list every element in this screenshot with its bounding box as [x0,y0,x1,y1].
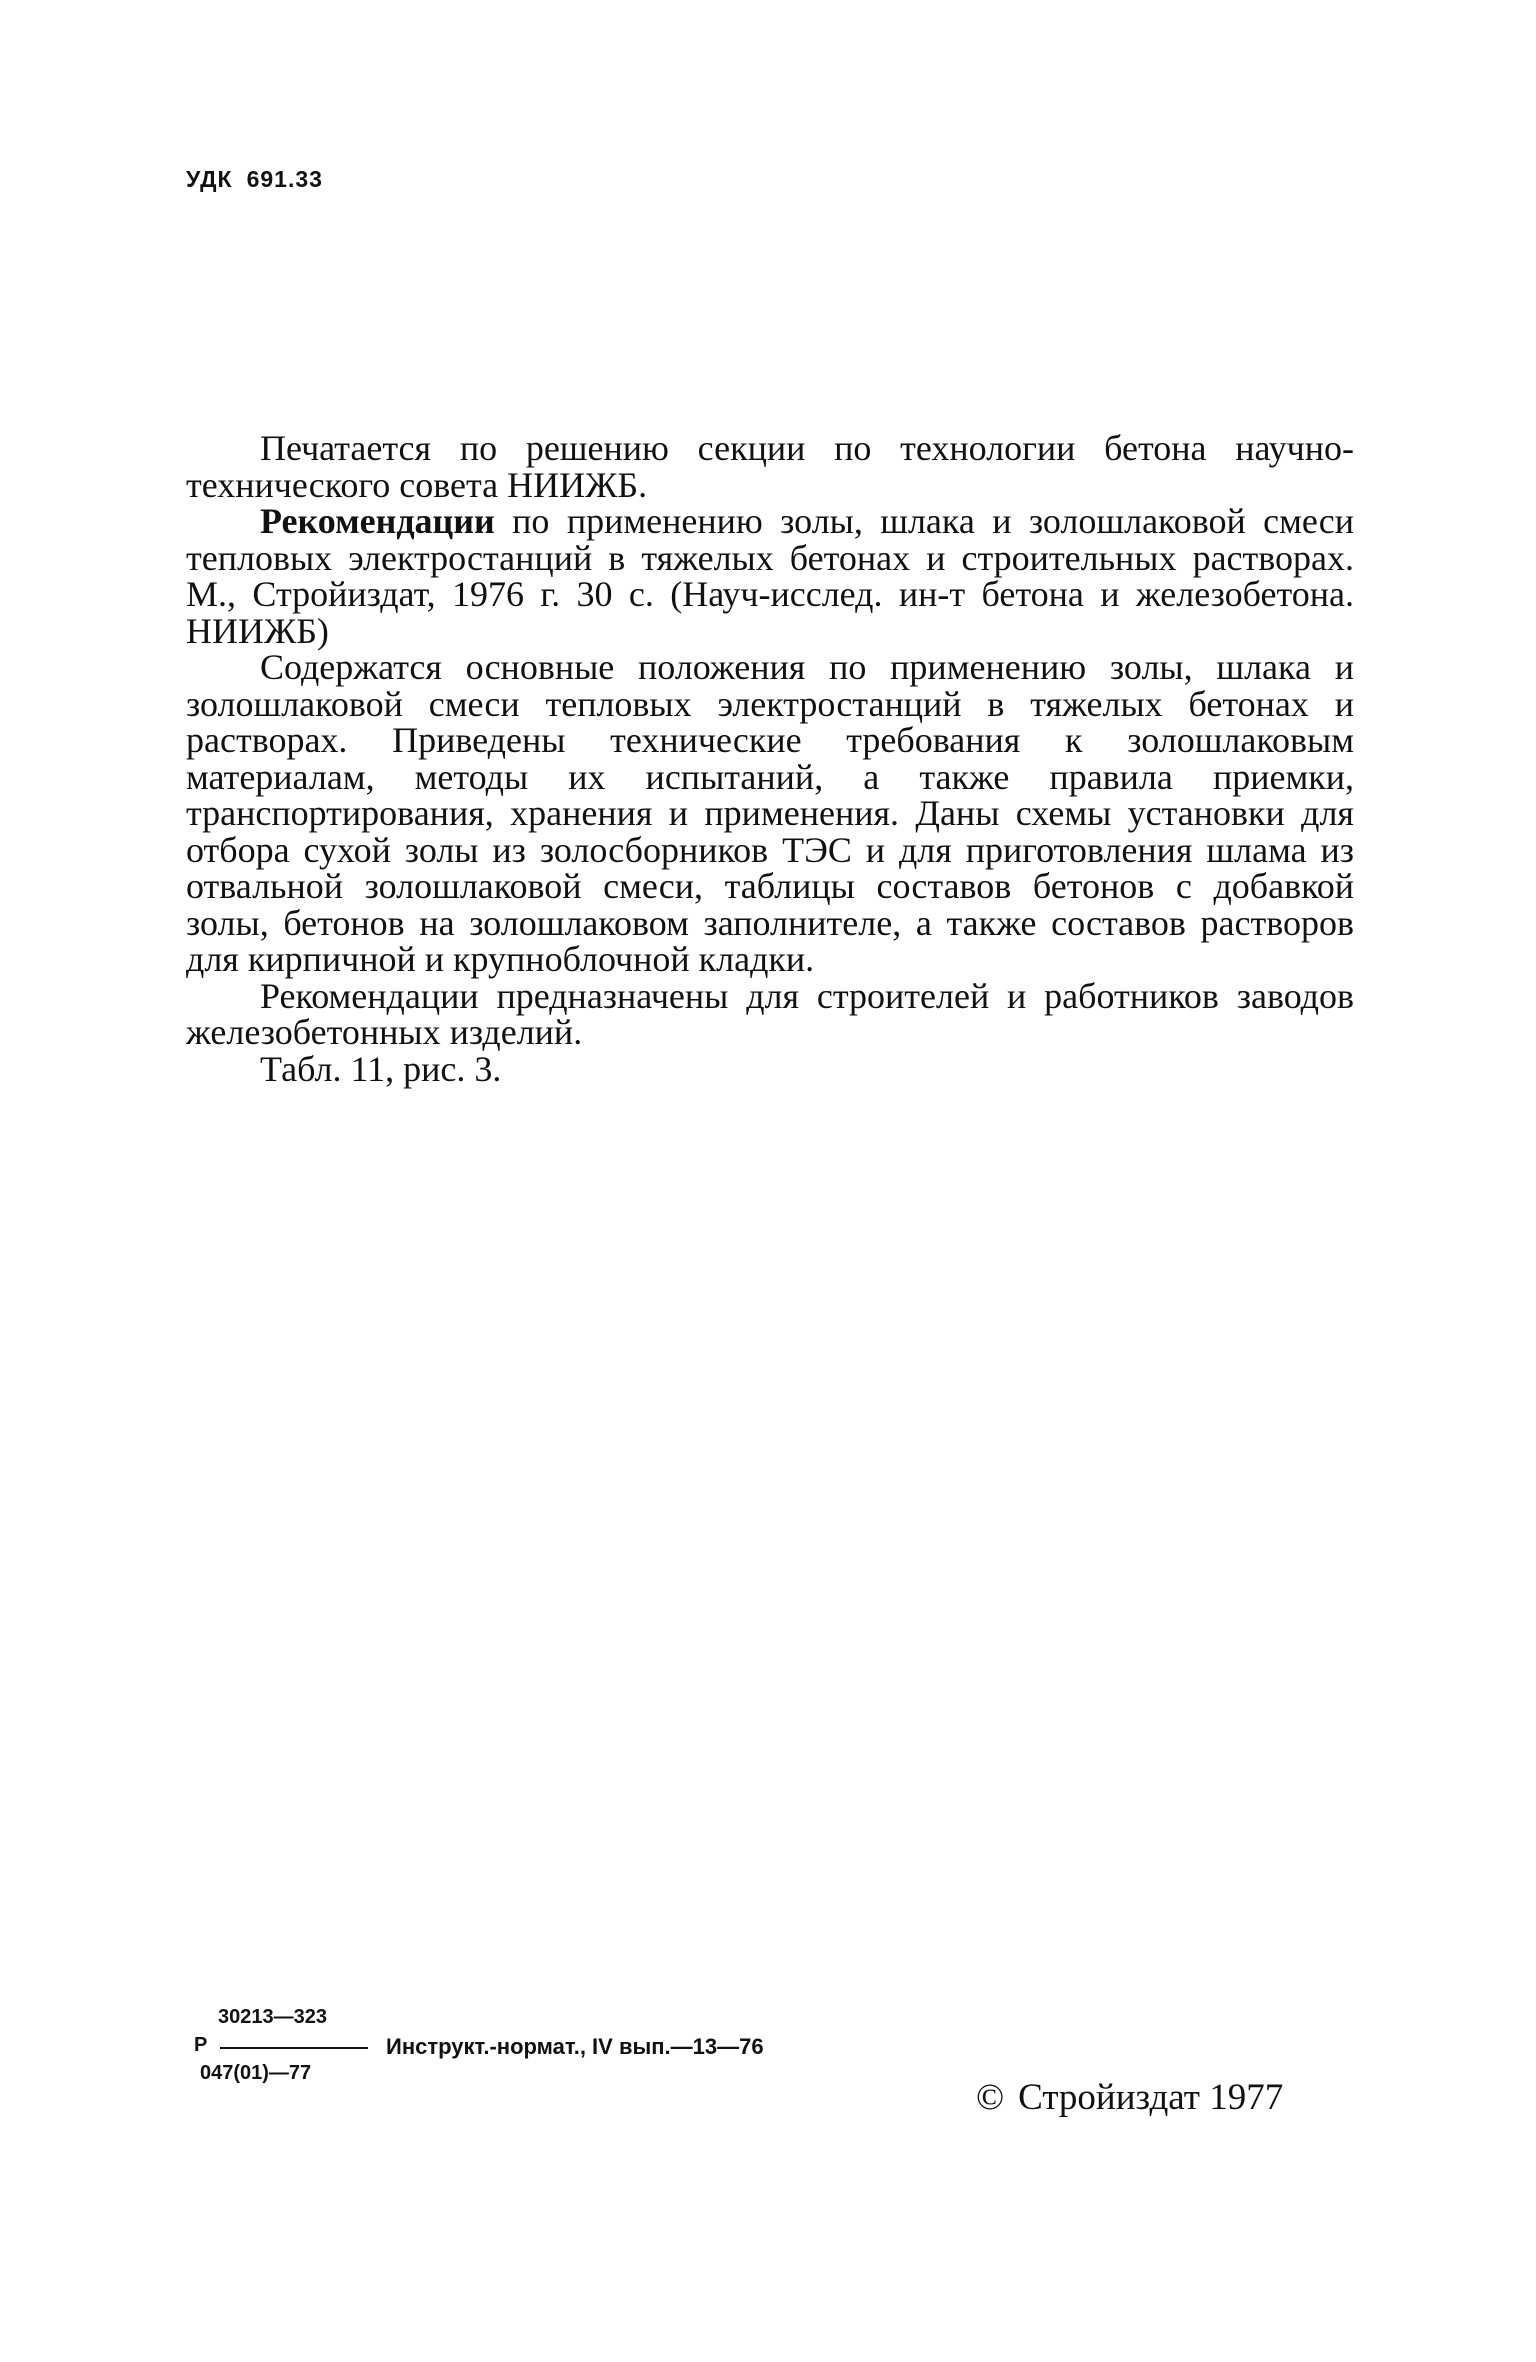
copyright-icon: © [976,2077,1005,2118]
bibliographic-reference [186,503,1354,649]
abstract-block [186,430,1354,1087]
audience-note: Рекомендации предназначены для строителей и работников заводов железобетонных изделий. [186,975,1354,1052]
abstract-summary: Содержатся основные положения по применению золы, шлака и золошлаковой смеси тепловых электростанций в тяжелых бетонах и растворах. Приведены технические требования к золошлаковым материалам, методы их испытаний, а также правила приемки, транспортирования, хранения и применения. Даны схемы установки для отбора сухой золы из золосборников ТЭС и для приготовления шлама из отвальной золошлаковой смеси, таблицы составов бетонов с добавкой золы, бетонов на золошлаковом заполнителе, а также составов растворов для кирпичной и крупноблочной кладки. [186,647,1354,979]
reference-title-bold: Рекомендации [260,501,495,541]
udk-code: 691.33 [246,166,323,192]
publication-note: Печатается по решению секции по технологии бетона научно-технического совета НИИЖБ. [186,428,1354,505]
copyright-text: Стройиздат 1977 [1018,2077,1284,2118]
udk-label: УДК [186,166,233,192]
bibliographic-index [194,2006,764,2092]
index-denominator: 047(01)—77 [200,2062,312,2084]
tables-figures-count: Табл. 11, рис. 3. [260,1048,502,1089]
udk-line [186,166,323,193]
reference-details: по применению золы, шлака и золошлаковой смеси тепловых электростанций в тяжелых бетонах и строительных растворах. М., Стройиздат, 1976 г. 30 с. (Науч-исслед. ин-т бетона и железобетона. НИИЖБ) [186,501,1354,651]
index-letter: Р [194,2034,208,2056]
index-fraction [194,2006,384,2086]
series-info: Инструкт.-нормат., IV вып.—13—76 [386,2034,764,2059]
fraction-bar [220,2047,368,2049]
copyright-line [976,2076,1283,2119]
index-numerator: 30213—323 [218,2006,327,2028]
